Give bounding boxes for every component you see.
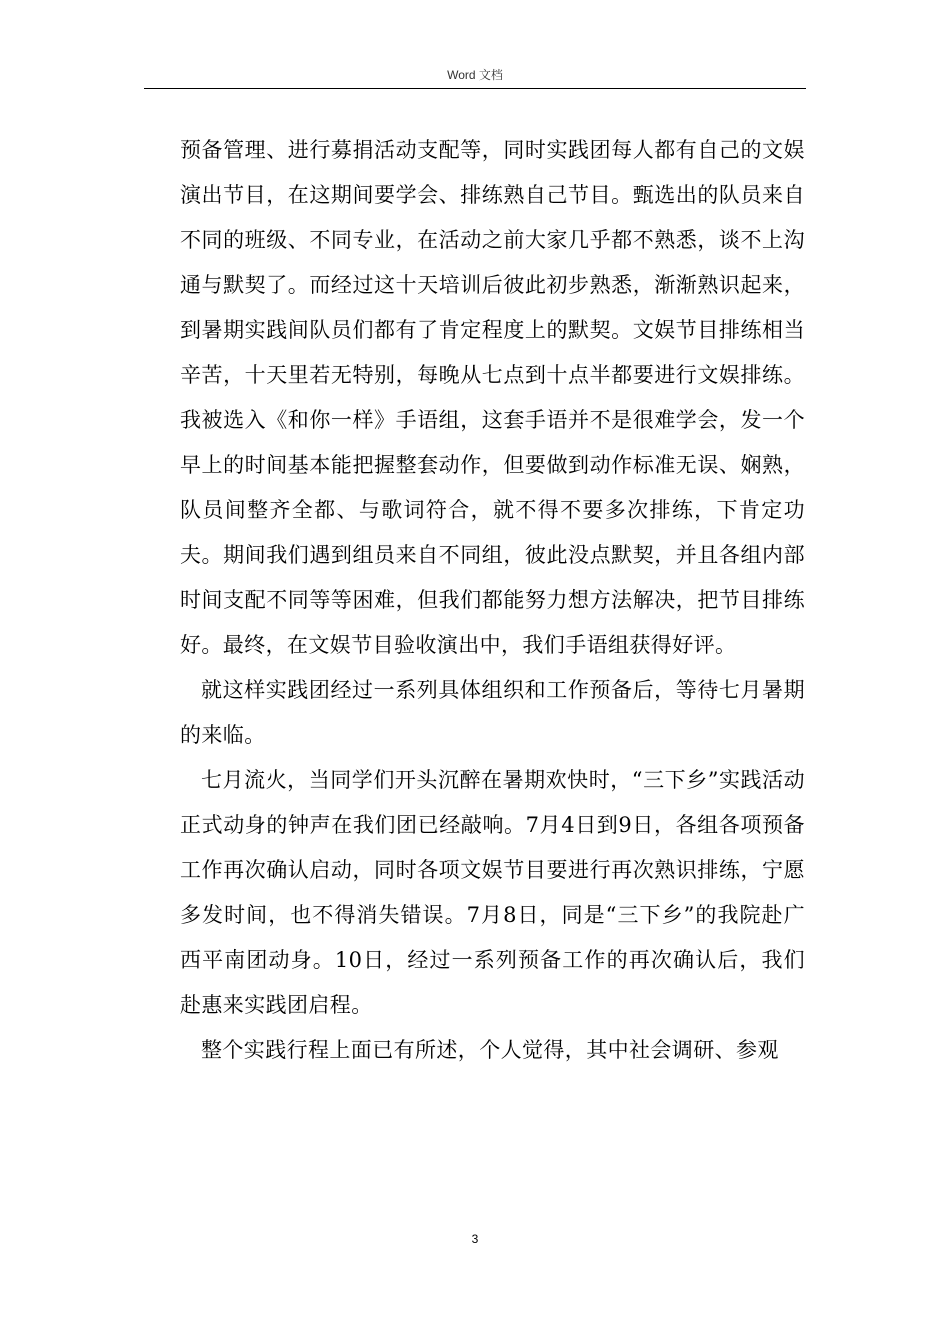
document-body — [180, 128, 805, 1073]
paragraph-3: 七月流火，当同学们开头沉醉在暑期欢快时，“三下乡”实践活动正式动身的钟声在我们团已经敲响。7月4日到9日，各组各项预备工作再次确认启动，同时各项文娱节目要进行再次熟识排练，宁愿多发时间，也不得消失错误。7月8日，同是“三下乡”的我院赴广西平南团动身。10日，经过一系列预备工作的再次确认后，我们赴惠来实践团启程。 — [180, 768, 805, 1017]
page-header: Word 文档 — [447, 68, 503, 82]
paragraph-4: 整个实践行程上面已有所述，个人觉得，其中社会调研、参观 — [201, 1038, 779, 1062]
header-divider — [144, 88, 806, 89]
paragraph-1: 预备管理、进行募捐活动支配等，同时实践团每人都有自己的文娱演出节目，在这期间要学会、排练熟自己节目。甄选出的队员来自不同的班级、不同专业，在活动之前大家几乎都不熟悉，谈不上沟通与默契了。而经过这十天培训后彼此初步熟悉，渐渐熟识起来，到暑期实践间队员们都有了肯定程度上的默契。文娱节目排练相当辛苦，十天里若无特别，每晚从七点到十点半都要进行文娱排练。我被选入《和你一样》手语组，这套手语并不是很难学会，发一个早上的时间基本能把握整套动作，但要做到动作标准无误、娴熟，队员间整齐全都、与歌词符合，就不得不要多次排练，下肯定功夫。期间我们遇到组员来自不同组，彼此没点默契，并且各组内部时间支配不同等等困难，但我们都能努力想方法解决，把节目排练好。最终，在文娱节目验收演出中，我们手语组获得好评。 — [180, 138, 805, 657]
page-number: 3 — [471, 1232, 479, 1246]
paragraph-2: 就这样实践团经过一系列具体组织和工作预备后，等待七月暑期的来临。 — [180, 678, 805, 747]
